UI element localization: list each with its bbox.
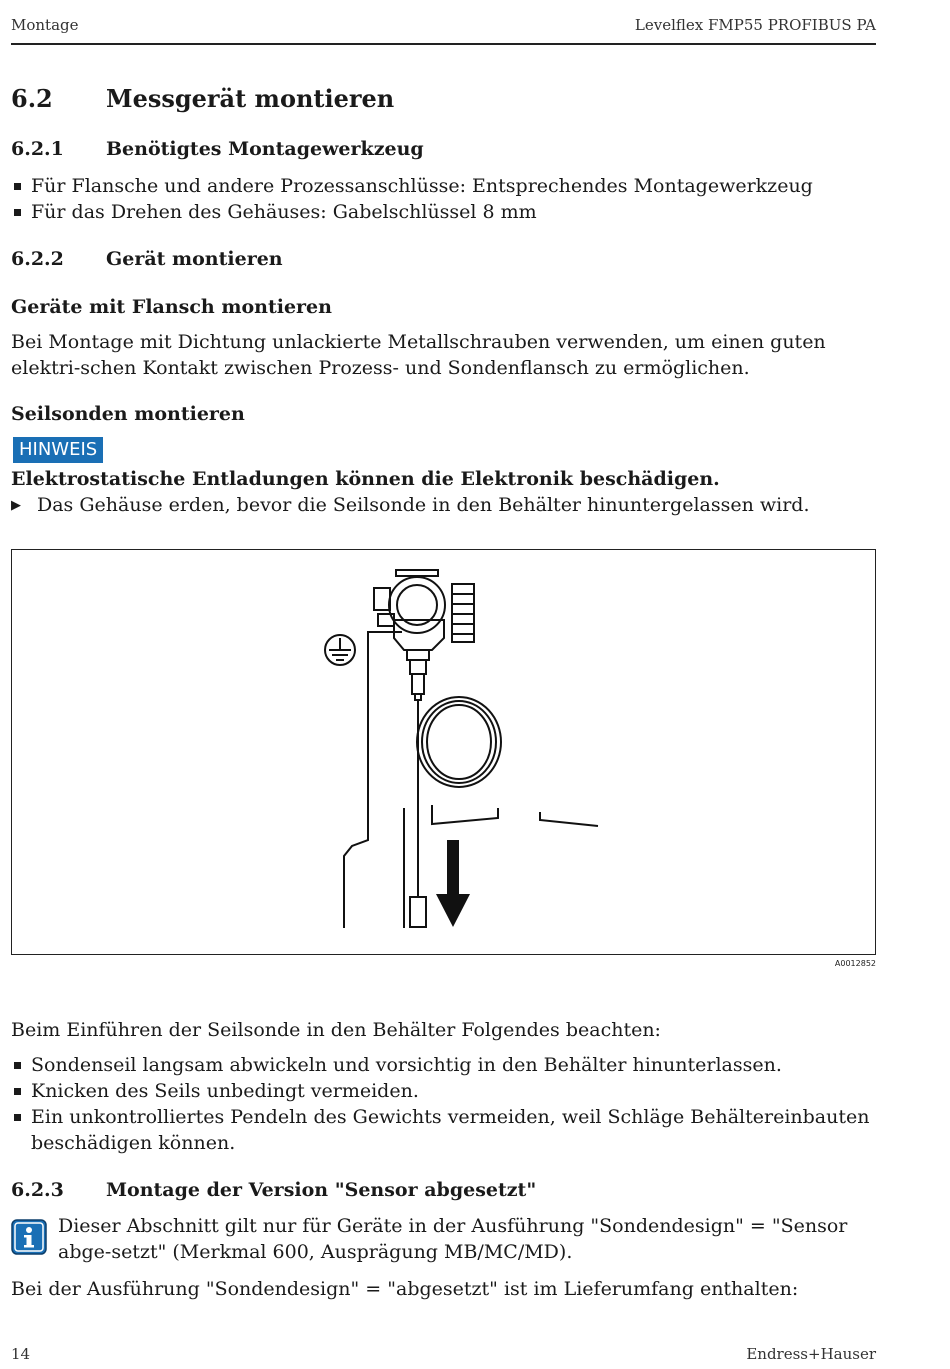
section-number: 6.2.2: [11, 248, 64, 270]
page-number: 14: [11, 1345, 31, 1363]
section-title: Montage der Version "Sensor abgesetzt": [106, 1179, 537, 1201]
notice-title: Elektrostatische Entladungen können die Elektronik beschädigen.: [11, 468, 720, 490]
header-rule: [11, 43, 876, 45]
flange-paragraph: Bei Montage mit Dichtung unlackierte Metallschrauben verwenden, um einen guten elektri-schen Kontakt zwischen Prozess- und Sondenflansch zu ermöglichen.: [11, 331, 826, 379]
rope-heading: Seilsonden montieren: [11, 403, 245, 425]
section-heading-6-2-2: [11, 248, 283, 270]
insertion-list: [11, 1052, 871, 1156]
notice-badge: HINWEIS: [13, 437, 103, 463]
triangle-right-icon: ▶: [11, 498, 21, 513]
list-item: Knicken des Seils unbedingt vermeiden.: [11, 1078, 871, 1104]
running-header-product: Levelflex FMP55 PROFIBUS PA: [634, 16, 876, 34]
notice-step-text: Das Gehäuse erden, bevor die Seilsonde in den Behälter hinuntergelassen wird.: [37, 494, 810, 516]
figure-code: A0012852: [834, 959, 876, 968]
running-header-section: Montage: [11, 16, 79, 34]
section-title: Gerät montieren: [106, 248, 283, 270]
section-number: 6.2.3: [11, 1179, 64, 1201]
section-title: Benötigtes Montagewerkzeug: [106, 138, 424, 160]
ground-icon: [325, 635, 355, 665]
insertion-intro: Beim Einführen der Seilsonde in den Behälter Folgendes beachten:: [11, 1019, 661, 1041]
footer-brand: Endress+Hauser: [746, 1345, 876, 1363]
list-item: Ein unkontrolliertes Pendeln des Gewichts vermeiden, weil Schläge Behältereinbauten beschädigen können.: [11, 1104, 871, 1156]
notice-step: [11, 494, 810, 516]
list-item: Für Flansche und andere Prozessanschlüsse: Entsprechendes Montagewerkzeug: [11, 173, 871, 199]
figure-rope-probe-installation: [11, 549, 876, 955]
flange-heading: Geräte mit Flansch montieren: [11, 296, 332, 318]
scope-of-delivery-text: Bei der Ausführung "Sondendesign" = "abgesetzt" ist im Lieferumfang enthalten:: [11, 1278, 799, 1300]
section-heading-6-2-3: [11, 1179, 536, 1201]
transmitter-housing: [374, 570, 474, 700]
section-heading-6-2: [11, 84, 394, 113]
list-item: Sondenseil langsam abwickeln und vorsichtig in den Behälter hinunterlassen.: [11, 1052, 871, 1078]
tool-list: [11, 173, 871, 225]
arrow-down-icon: [436, 840, 470, 927]
section-heading-6-2-1: [11, 138, 424, 160]
section-title: Messgerät montieren: [106, 84, 395, 113]
section-number: 6.2.1: [11, 138, 64, 160]
info-icon: [11, 1219, 47, 1255]
list-item: Für das Drehen des Gehäuses: Gabelschlüssel 8 mm: [11, 199, 871, 225]
rope-coil: [417, 697, 501, 787]
info-note: Dieser Abschnitt gilt nur für Geräte in der Ausführung "Sondendesign" = "Sensor abge-setzt" (Merkmal 600, Ausprägung MB/MC/MD).: [58, 1215, 848, 1263]
installation-drawing: [12, 550, 875, 954]
section-number: 6.2: [11, 84, 53, 113]
